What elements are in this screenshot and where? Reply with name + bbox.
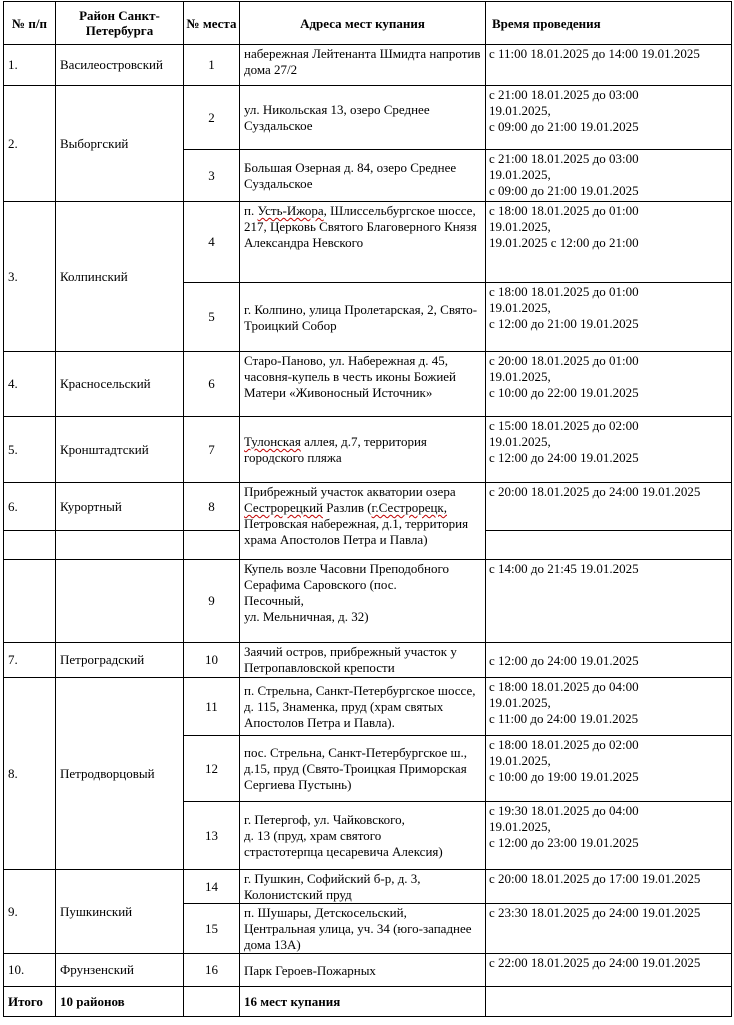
header-num: № п/п: [4, 2, 56, 45]
time-line: 19.01.2025,: [489, 753, 551, 768]
time-line: с 10:00 до 19:00 19.01.2025: [489, 769, 639, 784]
time-line: 19.01.2025,: [489, 819, 551, 834]
address-underlined-word: Сестрорецкий: [244, 500, 323, 515]
row-place-number: 12: [184, 736, 240, 802]
row-time: [486, 736, 732, 802]
row-time: [486, 202, 732, 283]
row-address: п. Стрельна, Санкт-Петербургское шоссе, д. 115, Знаменка, пруд (храм святых Апостолов Петра и Павла).: [240, 678, 486, 736]
time-line: 19.01.2025 с 12:00 до 21:00: [489, 235, 639, 250]
total-places: 16 мест купания: [240, 987, 486, 1017]
table-row: [4, 86, 732, 150]
row-district: Пушкинский: [56, 870, 184, 954]
empty-cell: [4, 560, 56, 643]
row-district: Василеостровский: [56, 45, 184, 86]
row-address: [240, 483, 486, 560]
row-address: г. Колпино, улица Пролетарская, 2, Свято-Троицкий Собор: [240, 283, 486, 352]
row-district: Петродворцовый: [56, 678, 184, 870]
row-district: Красносельский: [56, 352, 184, 417]
row-district: Колпинский: [56, 202, 184, 352]
row-district: Кронштадтский: [56, 417, 184, 483]
time-line: с 09:00 до 21:00 19.01.2025: [489, 183, 639, 198]
row-district: Выборгский: [56, 86, 184, 202]
row-district: Петроградский: [56, 643, 184, 678]
time-line: 19.01.2025,: [489, 167, 551, 182]
address-line: страстотерпца цесаревича Алексия): [244, 844, 443, 859]
table-header-row: [4, 2, 732, 45]
row-address: Большая Озерная д. 84, озеро Среднее Суздальское: [240, 150, 486, 202]
time-line: 19.01.2025,: [489, 695, 551, 710]
header-place: № места: [184, 2, 240, 45]
row-address: Парк Героев-Пожарных: [240, 954, 486, 987]
bathing-places-table: [3, 1, 732, 1017]
address-text-start: п.: [244, 203, 258, 218]
row-number: 7.: [4, 643, 56, 678]
total-label: Итого: [4, 987, 56, 1017]
row-place-number: 16: [184, 954, 240, 987]
row-time: с 22:00 18.01.2025 до 24:00 19.01.2025: [486, 954, 732, 987]
address-underlined-word: Тулонская: [244, 434, 301, 449]
row-number: 9.: [4, 870, 56, 954]
address-line: г. Петергоф, ул. Чайковского,: [244, 812, 405, 827]
row-number: 1.: [4, 45, 56, 86]
row-address: Старо-Паново, ул. Набережная д. 45, часовня-купель в честь иконы Божией Матери «Живоносный Источник»: [240, 352, 486, 417]
row-address: [240, 417, 486, 483]
row-district: Фрунзенский: [56, 954, 184, 987]
row-time: [486, 150, 732, 202]
time-line: 19.01.2025,: [489, 103, 551, 118]
header-district: Район Санкт-Петербурга: [56, 2, 184, 45]
address-text-end: аллея, д.7, территория городского пляжа: [244, 434, 427, 465]
row-place-number: 9: [184, 560, 240, 643]
time-line: 19.01.2025,: [489, 219, 551, 234]
row-number: 10.: [4, 954, 56, 987]
time-line: с 15:00 18.01.2025 до 02:00: [489, 418, 639, 433]
table-row: [4, 678, 732, 736]
time-line: с 18:00 18.01.2025 до 02:00: [489, 737, 639, 752]
row-time: с 20:00 18.01.2025 до 17:00 19.01.2025: [486, 870, 732, 904]
row-address: пос. Стрельна, Санкт-Петербургское ш., д.15, пруд (Свято-Троицкая Приморская Сергиева Пустынь): [240, 736, 486, 802]
row-number: 3.: [4, 202, 56, 352]
row-place-number: 8: [184, 483, 240, 531]
table-row: [4, 417, 732, 483]
row-place-number: 2: [184, 86, 240, 150]
address-text-end: Петровская набережная, д.1, территория храма Апостолов Петра и Павла): [244, 516, 469, 547]
address-underlined-word: г.Сестрорецк,: [371, 500, 447, 515]
table-row: [4, 643, 732, 678]
time-line: 19.01.2025,: [489, 434, 551, 449]
address-line: Серафима Саровского (пос.: [244, 577, 397, 592]
header-address: Адреса мест купания: [240, 2, 486, 45]
row-place-number: 14: [184, 870, 240, 904]
table-row: [4, 202, 732, 283]
empty-cell: [486, 531, 732, 560]
time-line: с 18:00 18.01.2025 до 04:00: [489, 679, 639, 694]
address-line: Купель возле Часовни Преподобного: [244, 561, 450, 576]
time-line: с 12:00 до 24:00 19.01.2025: [489, 450, 639, 465]
time-line: с 19:30 18.01.2025 до 04:00: [489, 803, 639, 818]
time-line: с 12:00 до 23:00 19.01.2025: [489, 835, 639, 850]
address-line: ул. Мельничная, д. 32): [244, 609, 369, 624]
empty-cell: [184, 987, 240, 1017]
header-time: Время проведения: [486, 2, 732, 45]
row-number: 8.: [4, 678, 56, 870]
address-line: д. 13 (пруд, храм святого: [244, 828, 382, 843]
row-number: 5.: [4, 417, 56, 483]
row-address: [240, 202, 486, 283]
row-address: [240, 560, 486, 643]
row-address: набережная Лейтенанта Шмидта напротив дома 27/2: [240, 45, 486, 86]
row-number: 6.: [4, 483, 56, 531]
row-time: с 20:00 18.01.2025 до 24:00 19.01.2025: [486, 483, 732, 531]
empty-cell: [184, 531, 240, 560]
table-row: [4, 954, 732, 987]
time-line: с 21:00 18.01.2025 до 03:00: [489, 87, 639, 102]
row-place-number: 11: [184, 678, 240, 736]
time-line: с 10:00 до 22:00 19.01.2025: [489, 385, 639, 400]
row-address: г. Пушкин, Софийский б-р, д. 3, Колонистский пруд: [240, 870, 486, 904]
row-address: ул. Никольская 13, озеро Среднее Суздальское: [240, 86, 486, 150]
row-time: с 14:00 до 21:45 19.01.2025: [486, 560, 732, 643]
row-time: с 11:00 18.01.2025 до 14:00 19.01.2025: [486, 45, 732, 86]
total-districts: 10 районов: [56, 987, 184, 1017]
time-line: 19.01.2025,: [489, 300, 551, 315]
time-line: с 20:00 18.01.2025 до 01:00: [489, 353, 639, 368]
table-row: [4, 483, 732, 531]
row-time: [486, 283, 732, 352]
row-number: 4.: [4, 352, 56, 417]
row-address: Заячий остров, прибрежный участок у Петропавловской крепости: [240, 643, 486, 678]
address-text-end: , Шлиссельбургское шоссе, 217, Церковь Святого Благоверного Князя Александра Невского: [244, 203, 477, 250]
row-place-number: 5: [184, 283, 240, 352]
row-place-number: 13: [184, 802, 240, 870]
row-place-number: 6: [184, 352, 240, 417]
empty-cell: [56, 560, 184, 643]
row-place-number: 4: [184, 202, 240, 283]
row-address: п. Шушары, Детскосельский, Центральная улица, уч. 34 (юго-западнее дома 13А): [240, 904, 486, 954]
address-text-mid: Разлив (: [323, 500, 372, 515]
table-row: [4, 870, 732, 904]
table-row: [4, 560, 732, 643]
row-time: [486, 678, 732, 736]
row-address: [240, 802, 486, 870]
table-row: [4, 45, 732, 86]
time-line: с 18:00 18.01.2025 до 01:00: [489, 284, 639, 299]
time-line: с 11:00 до 24:00 19.01.2025: [489, 711, 639, 726]
row-number: 2.: [4, 86, 56, 202]
row-time: [486, 802, 732, 870]
table-row: [4, 352, 732, 417]
row-place-number: 15: [184, 904, 240, 954]
address-line: Песочный,: [244, 593, 304, 608]
row-place-number: 7: [184, 417, 240, 483]
time-line: с 21:00 18.01.2025 до 03:00: [489, 151, 639, 166]
time-line: с 12:00 до 21:00 19.01.2025: [489, 316, 639, 331]
row-place-number: 10: [184, 643, 240, 678]
address-text-start: Прибрежный участок акватории озера: [244, 484, 456, 499]
address-underlined-word: Усть-Ижора: [257, 203, 324, 218]
row-time: с 12:00 до 24:00 19.01.2025: [486, 643, 732, 678]
row-time: с 23:30 18.01.2025 до 24:00 19.01.2025: [486, 904, 732, 954]
row-place-number: 1: [184, 45, 240, 86]
time-line: с 09:00 до 21:00 19.01.2025: [489, 119, 639, 134]
row-place-number: 3: [184, 150, 240, 202]
document-page: [3, 1, 731, 1022]
time-line: с 18:00 18.01.2025 до 01:00: [489, 203, 639, 218]
empty-cell: [56, 531, 184, 560]
time-line: 19.01.2025,: [489, 369, 551, 384]
row-district: Курортный: [56, 483, 184, 531]
empty-cell: [486, 987, 732, 1017]
row-time: [486, 352, 732, 417]
empty-cell: [4, 531, 56, 560]
row-time: [486, 417, 732, 483]
row-time: [486, 86, 732, 150]
total-row: [4, 987, 732, 1017]
